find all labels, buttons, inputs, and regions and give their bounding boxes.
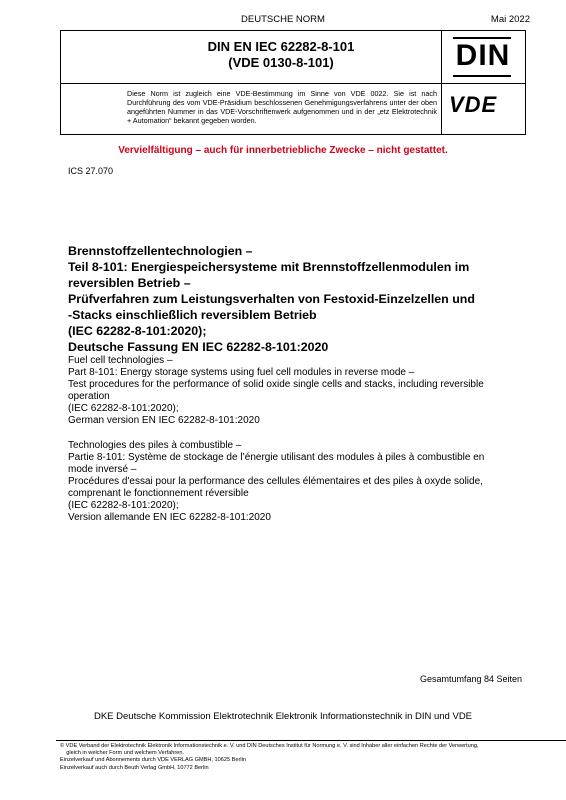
footer-divider (56, 740, 566, 741)
title-box (60, 30, 526, 84)
title-fr-line: Technologies des piles à combustible – (68, 440, 242, 451)
title-fr-line: Procédures d'essai pour la performance des cellules élémentaires et des piles à oxyde solide, (68, 476, 483, 487)
title-en-line: Fuel cell technologies – (68, 355, 173, 366)
title-fr-line: (IEC 62282-8-101:2020); (68, 500, 179, 511)
title-french (68, 440, 528, 524)
title-en-line: Part 8-101: Energy storage systems using fuel cell modules in reverse mode – (68, 367, 415, 378)
copy-warning: Vervielfältigung – auch für innerbetriebliche Zwecke – nicht gestattet. (118, 145, 448, 156)
standard-number (121, 39, 441, 71)
title-de-line: Brennstoffzellentechnologien – (68, 244, 253, 258)
standard-number-line1: DIN EN IEC 62282-8-101 (207, 39, 355, 54)
divider (441, 31, 442, 83)
title-de-line: (IEC 62282-8-101:2020); (68, 324, 207, 338)
standard-number-line2: (VDE 0130-8-101) (228, 55, 334, 70)
footer-line: Einzelverkauf und Abonnements durch VDE VERLAG GMBH, 10625 Berlin (60, 757, 246, 764)
title-german (68, 243, 528, 355)
title-fr-line: Version allemande EN IEC 62282-8-101:2020 (68, 512, 271, 523)
title-de-line: Prüfverfahren zum Leistungsverhalten von Festoxid-Einzelzellen und (68, 292, 475, 306)
footer-line: gleich in welcher Form und welchem Verfahren. (60, 750, 185, 757)
title-de-line: reversiblen Betrieb – (68, 276, 191, 290)
footer-line: Einzelverkauf auch durch Beuth Verlag GmbH, 10772 Berlin (60, 764, 209, 771)
title-de-line: -Stacks einschließlich reversiblem Betrieb (68, 308, 317, 322)
title-fr-line: Partie 8-101: Système de stockage de l’énergie utilisant des modules à piles à combustible en (68, 452, 485, 463)
dke-line: DKE Deutsche Kommission Elektrotechnik Elektronik Informationstechnik in DIN und VDE (93, 711, 473, 722)
title-en-line: operation (68, 391, 110, 402)
vde-logo: VDE (449, 92, 498, 117)
title-fr-line: comprenant le fonctionnement réversible (68, 488, 249, 499)
title-en-line: Test procedures for the performance of solid oxide single cells and stacks, including reversible (68, 379, 484, 390)
din-logo-text: DIN (455, 39, 511, 72)
title-en-line: (IEC 62282-8-101:2020); (68, 403, 179, 414)
title-fr-line: mode inversé – (68, 464, 137, 475)
vde-box (60, 82, 526, 135)
title-en-line: German version EN IEC 62282-8-101:2020 (68, 415, 260, 426)
ics-code: ICS 27.070 (68, 166, 114, 176)
footer-line: © VDE Verband der Elektrotechnik Elektronik Informationstechnik e. V. und DIN Deutsches Institut für Normung e. V. sind Inhaber aller einfachen Rechte der Verwertung, (60, 743, 479, 749)
title-english (68, 355, 528, 427)
publication-date: Mai 2022 (490, 14, 530, 25)
divider (441, 82, 442, 134)
norm-type: DEUTSCHE NORM (241, 14, 325, 25)
title-de-line: Deutsche Fassung EN IEC 62282-8-101:2020 (68, 340, 329, 354)
vde-statement: Diese Norm ist zugleich eine VDE-Bestimmung im Sinne von VDE 0022. Sie ist nach Durchführung des vom VDE-Präsidium beschlossenen Genehmigungsverfahrens unter der oben angeführten Nummer in das VDE-Vorschriftenwerk aufgenommen und in der „etz Elektrotechnik + Automation“ bekannt gegeben worden. (127, 89, 437, 125)
din-logo (453, 37, 513, 77)
footer (60, 743, 479, 772)
total-pages: Gesamtumfang 84 Seiten (419, 674, 522, 684)
title-de-line: Teil 8-101: Energiespeichersysteme mit Brennstoffzellenmodulen im (68, 260, 470, 274)
